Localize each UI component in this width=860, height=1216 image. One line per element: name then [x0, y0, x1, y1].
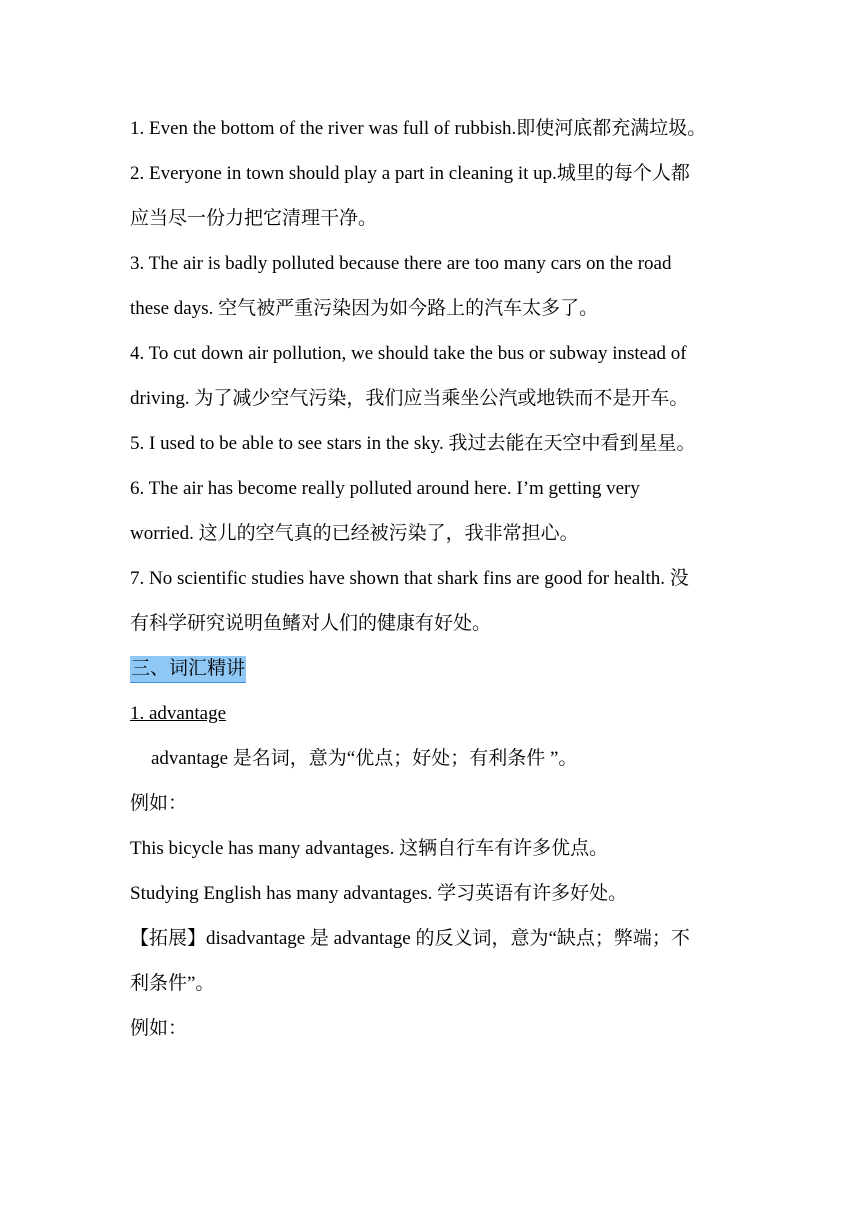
example-label: 例如： — [130, 793, 188, 814]
document-body — [130, 106, 740, 1051]
example-label-2: 例如： — [130, 1018, 188, 1039]
example-sentence-1: This bicycle has many advantages. 这辆自行车有许多优点。 — [130, 838, 609, 859]
sentence-4-line-2: driving. 为了减少空气污染，我们应当乘坐公汽或地铁而不是开车。 — [130, 388, 689, 409]
sentence-2-line-2: 应当尽一份力把它清理干净。 — [130, 208, 378, 229]
sentence-3-line-1: 3. The air is badly polluted because there are too many cars on the road — [130, 253, 672, 274]
sentence-2-line-1: 2. Everyone in town should play a part in cleaning it up.城里的每个人都 — [130, 163, 690, 184]
sentence-3-line-2: these days. 空气被严重污染因为如今路上的汽车太多了。 — [130, 298, 599, 319]
sentence-4-line-1: 4. To cut down air pollution, we should take the bus or subway instead of — [130, 343, 687, 364]
sentence-5: 5. I used to be able to see stars in the sky. 我过去能在天空中看到星星。 — [130, 433, 696, 454]
example-sentence-2: Studying English has many advantages. 学习英语有许多好处。 — [130, 883, 628, 904]
extension-note-line-2: 利条件”。 — [130, 973, 215, 994]
sentence-1: 1. Even the bottom of the river was full of rubbish.即使河底都充满垃圾。 — [130, 118, 707, 139]
extension-note-line-1: 【拓展】disadvantage 是 advantage 的反义词，意为“缺点；弊端；不 — [130, 928, 690, 949]
vocab-definition: advantage 是名词，意为“优点；好处；有利条件 ”。 — [151, 748, 578, 769]
sentence-6-line-2: worried. 这儿的空气真的已经被污染了，我非常担心。 — [130, 523, 579, 544]
section-heading-row — [130, 646, 740, 691]
vocab-title: 1. advantage — [130, 703, 227, 724]
section-heading: 三、词汇精讲 — [130, 656, 246, 683]
sentence-6-line-1: 6. The air has become really polluted around here. I’m getting very — [130, 478, 640, 499]
sentence-7-line-1: 7. No scientific studies have shown that shark fins are good for health. 没 — [130, 568, 689, 589]
sentence-7-line-2: 有科学研究说明鱼鳍对人们的健康有好处。 — [130, 613, 492, 634]
vocab-title-row — [130, 691, 740, 736]
